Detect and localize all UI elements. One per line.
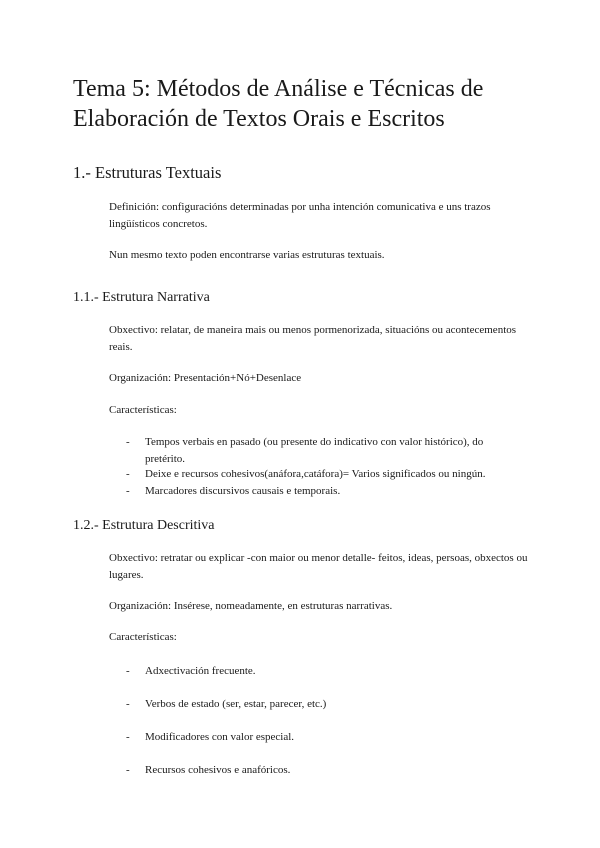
descriptive-objective: Obxectivo: retratar ou explicar -con maior ou menor detalle- feitos, ideas, persoas, obxectos ou lugares. bbox=[109, 552, 528, 581]
note-paragraph: Nun mesmo texto poden encontrarse varias estruturas textuais. bbox=[109, 249, 385, 261]
list-item bbox=[109, 729, 529, 746]
list-item bbox=[109, 466, 529, 483]
list-item-text: Recursos cohesivos e anafóricos. bbox=[145, 764, 291, 776]
narrative-objective: Obxectivo: relatar, de maneira mais ou menos pormenorizada, situacións ou acontecementos reais. bbox=[109, 324, 517, 353]
subheading-descriptive: 1.2.- Estrutura Descritiva bbox=[73, 518, 215, 533]
list-item-text: Marcadores discursivos causais e temporais. bbox=[145, 485, 341, 497]
list-item-text: Tempos verbais en pasado (ou presente do indicativo con valor histórico), do pretérito. bbox=[145, 436, 484, 465]
list-item-text: Modificadores con valor especial. bbox=[145, 731, 295, 743]
bullet-marker: - bbox=[126, 698, 130, 710]
list-item-text: Verbos de estado (ser, estar, parecer, etc.) bbox=[145, 698, 327, 710]
list-item bbox=[109, 434, 529, 468]
list-item bbox=[109, 696, 529, 713]
bullet-marker: - bbox=[126, 731, 130, 743]
descriptive-organization: Organización: Insérese, nomeadamente, en estruturas narrativas. bbox=[109, 600, 393, 612]
subheading-narrative: 1.1.- Estrutura Narrativa bbox=[73, 290, 210, 305]
descriptive-features-label: Características: bbox=[109, 631, 177, 643]
bullet-marker: - bbox=[126, 468, 130, 480]
bullet-marker: - bbox=[126, 665, 130, 677]
list-item-text: Adxectivación frecuente. bbox=[145, 665, 256, 677]
section-heading-estruturas-textuais: 1.- Estruturas Textuais bbox=[73, 163, 222, 182]
narrative-features-label: Características: bbox=[109, 404, 177, 416]
definition-paragraph: Definición: configuracións determinadas por unha intención comunicativa e uns trazos lingüísticos concretos. bbox=[109, 201, 491, 230]
document-title: Tema 5: Métodos de Análise e Técnicas de Elaboración de Textos Orais e Escritos bbox=[73, 76, 484, 132]
bullet-marker: - bbox=[126, 436, 130, 448]
bullet-marker: - bbox=[126, 764, 130, 776]
list-item bbox=[109, 762, 529, 779]
bullet-marker: - bbox=[126, 485, 130, 497]
list-item bbox=[109, 483, 529, 500]
narrative-organization: Organización: Presentación+Nó+Desenlace bbox=[109, 372, 302, 384]
list-item-text: Deixe e recursos cohesivos(anáfora,catáfora)= Varios significados ou ningún. bbox=[145, 468, 486, 480]
list-item bbox=[109, 663, 529, 680]
